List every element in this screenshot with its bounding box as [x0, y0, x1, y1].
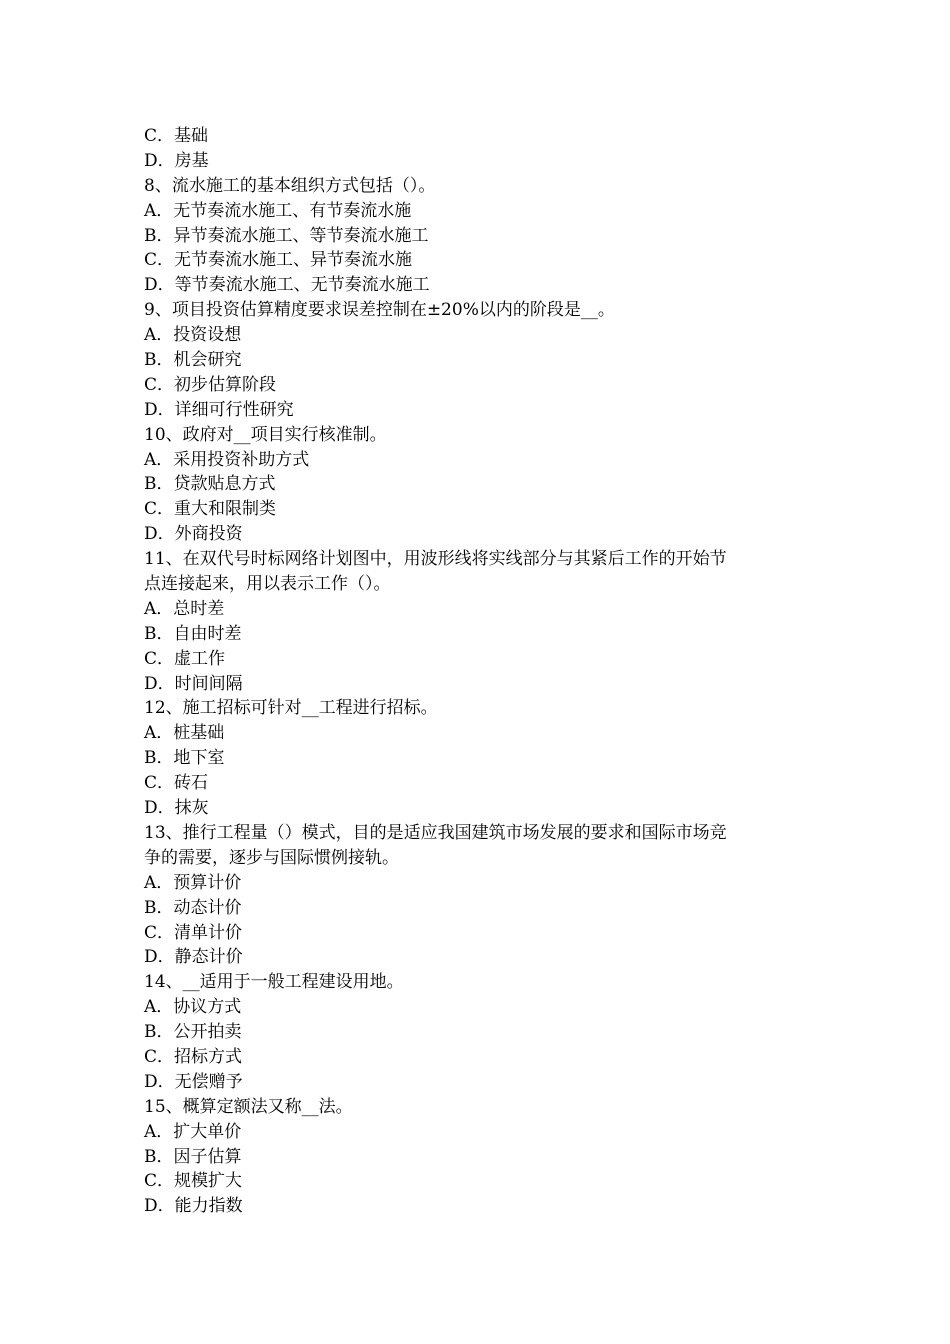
question-10: 10、政府对__项目实行核准制。 — [144, 424, 387, 445]
option-b-q13: B．动态计价 — [144, 897, 242, 918]
option-b-q12: B．地下室 — [144, 748, 225, 769]
option-b-q8: B．异节奏流水施工、等节奏流水施工 — [144, 225, 429, 246]
option-c-q12: C．砖石 — [144, 773, 209, 794]
option-c-q15: C．规模扩大 — [144, 1171, 243, 1192]
option-b-q15: B．因子估算 — [144, 1146, 242, 1167]
option-b-q14: B．公开拍卖 — [144, 1022, 242, 1043]
option-b-q10: B．贷款贴息方式 — [144, 474, 276, 495]
question-9: 9、项目投资估算精度要求误差控制在±20%以内的阶段是__。 — [144, 300, 615, 321]
option-d-q14: D．无偿赠予 — [144, 1071, 243, 1092]
question-11-line-2: 点连接起来，用以表示工作（）。 — [144, 574, 391, 595]
option-a-q13: A．预算计价 — [144, 872, 242, 893]
option-d-q11: D．时间间隔 — [144, 673, 243, 694]
option-a-q15: A．扩大单价 — [144, 1121, 242, 1142]
option-c-q14: C．招标方式 — [144, 1046, 243, 1067]
option-d-q10: D．外商投资 — [144, 524, 243, 545]
option-d-q13: D．静态计价 — [144, 947, 243, 968]
option-a-q9: A．投资设想 — [144, 325, 242, 346]
option-c-q13: C．清单计价 — [144, 922, 243, 943]
question-8: 8、流水施工的基本组织方式包括（）。 — [144, 175, 436, 196]
question-11-line-1: 11、在双代号时标网络计划图中，用波形线将实线部分与其紧后工作的开始节 — [144, 549, 727, 570]
question-12: 12、施工招标可针对__工程进行招标。 — [144, 698, 438, 719]
option-d-q8: D．等节奏流水施工、无节奏流水施工 — [144, 275, 430, 296]
option-d-q15: D．能力指数 — [144, 1196, 243, 1217]
question-13-line-1: 13、推行工程量（）模式，目的是适应我国建筑市场发展的要求和国际市场竞 — [144, 822, 727, 843]
option-c-q8: C．无节奏流水施工、异节奏流水施 — [144, 250, 413, 271]
option-a-q14: A．协议方式 — [144, 997, 242, 1018]
option-a-q12: A．桩基础 — [144, 723, 225, 744]
option-b-q9: B．机会研究 — [144, 350, 242, 371]
option-b-q11: B．自由时差 — [144, 623, 242, 644]
option-a-q8: A．无节奏流水施工、有节奏流水施 — [144, 200, 412, 221]
option-d-q12: D．抹灰 — [144, 798, 209, 819]
question-14: 14、__适用于一般工程建设用地。 — [144, 972, 404, 993]
option-c-q10: C．重大和限制类 — [144, 499, 277, 520]
option-d-q9: D．详细可行性研究 — [144, 399, 294, 420]
option-c-q9: C．初步估算阶段 — [144, 374, 277, 395]
question-13-line-2: 争的需要，逐步与国际惯例接轨。 — [144, 847, 399, 868]
option-a-q10: A．采用投资补助方式 — [144, 449, 310, 470]
question-15: 15、概算定额法又称__法。 — [144, 1096, 353, 1117]
option-c-q11: C．虚工作 — [144, 648, 226, 669]
document-page — [144, 124, 816, 1219]
option-c-q7: C．基础 — [144, 126, 209, 146]
option-d-q7: D．房基 — [144, 150, 209, 171]
option-a-q11: A．总时差 — [144, 598, 225, 619]
